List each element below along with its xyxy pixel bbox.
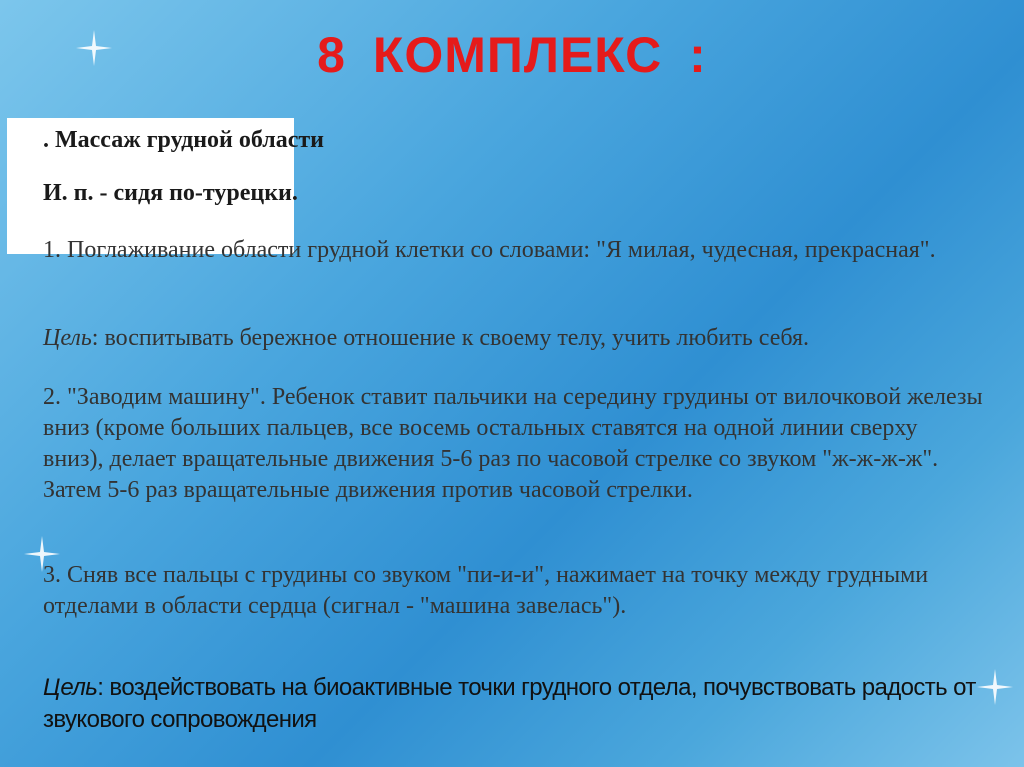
starting-position: И. п. - сидя по-турецки. <box>43 180 298 206</box>
slide-title: 8 КОМПЛЕКС : <box>317 27 707 83</box>
massage-heading: . Массаж грудной области <box>43 127 325 153</box>
step-1: 1. Поглаживание области грудной клетки со словами: "Я милая, чудесная, прекрасная". <box>43 237 936 263</box>
step-3: 3. Сняв все пальцы с грудины со звуком "пи-и-и", нажимает на точку между грудными отделами в области сердца (сигнал - "машина завелась"). <box>43 562 929 619</box>
goal-label: Цель <box>43 325 92 351</box>
goal-2 <box>43 672 983 736</box>
goal-text: : воздействовать на биоактивные точки грудного отдела, почувствовать радость от звукового сопровождения <box>43 674 976 733</box>
step-2: 2. "Заводим машину". Ребенок ставит пальчики на середину грудины от вилочковой железы вниз (кроме больших пальцев, все восемь остальных ставятся на одной линии сверху вниз), делает вращательные движения 5-6 раз по часовой стрелке со звуком "ж-ж-ж-ж". Затем 5-6 раз вращательные движения против часовой стрелки. <box>43 384 983 503</box>
goal-text: : воспитывать бережное отношение к своему телу, учить любить себя. <box>91 325 810 351</box>
goal-1 <box>43 323 809 354</box>
goal-label: Цель <box>43 674 98 701</box>
